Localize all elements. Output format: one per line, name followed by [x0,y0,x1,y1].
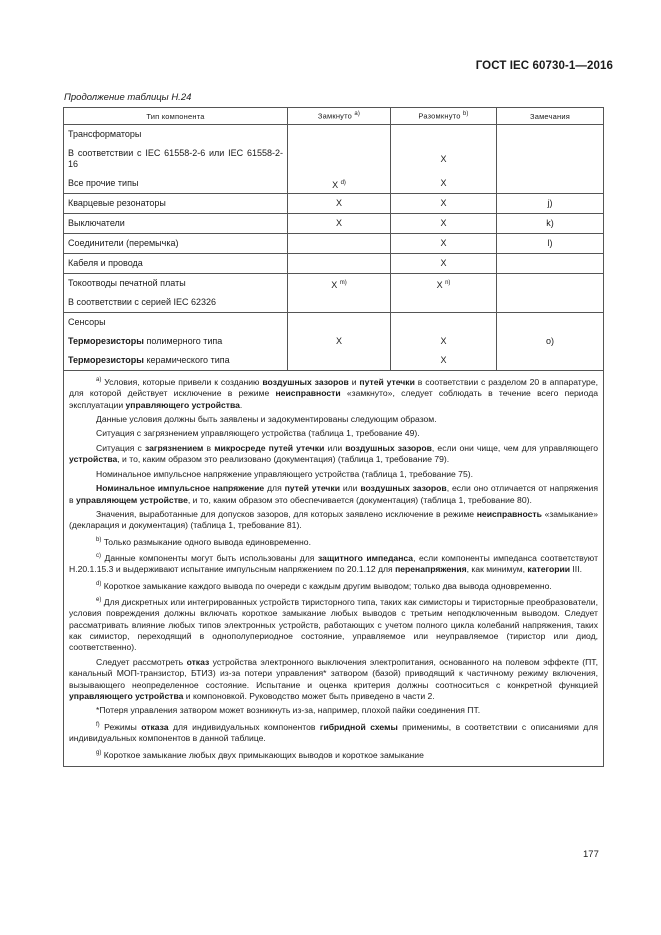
col-open-header: Разомкнуто $^{b)}$ [391,108,497,125]
transformers-title: Трансформаторы [68,129,142,139]
connectors-label: Соединители (перемычка) [68,238,179,248]
quartz-label: Кварцевые резонаторы [68,198,166,208]
table-header-row [64,108,604,125]
switches-closed: X [335,218,342,228]
table-row [64,234,604,254]
cables-label: Кабеля и провода [68,258,143,268]
pcb-iec-row: В соответствии с серией IEC 62326 [68,297,217,307]
quartz-remark: j) [547,198,553,208]
sensors-remark: o) [545,336,554,346]
pcb-closed: X $^{m)}$ [331,280,347,290]
quartz-closed: X [335,198,342,208]
pcb-open: X $^{n)}$ [436,280,451,290]
component-table [63,107,604,767]
footnotes: $^{a)}$ Условия, которые привели к созданию воздушных зазоров и путей утечки в соответствии с разделом 20 в аппаратуре, для которой действует исключение в режиме неисправности «замкнуто», следует соблюдать в течение всего периода эксплуатации управляющего устройства. Данные условия должны быть заявлены и задокументированы следующим образом. Ситуация с загрязнением управляющего устройства (таблица 1, требование 49). Ситуация с загрязнением в микросреде путей утечки или воздушных зазоров, если они чище, чем для управляющего устройства, и то, каким образом это реализовано (документация) (таблица 1, требование 79). Номинальное импульсное напряжение управляющего устройства (таблица 1, требование 75). Номинальное импульсное напряжение для путей утечки или воздушных зазоров, если оно отличается от напряжения в управляющем устройстве, и то, каким образом это обеспечивается (документация) (таблица 1, требование 80). Значения, выработанные для допусков зазоров, для которых заявлено исключение в режиме неисправность «замыкание» (декларация и документация) (таблица 1, требование 81). $^{b)}$ Только размыкание одного вывода единовременно. $^{c)}$ Данные компоненты могут быть использованы для защитного импеданса, если компоненты импеданса соответствуют Н.20.1.15.3 и выдерживают испытание импульсным напряжением по 20.1.12 для перенапряжения, как минимум, категории III. $^{d)}$ Короткое замыкание каждого вывода по очереди с каждым другим выводом; только два вывода одновременно. $^{e)}$ Для дискретных или интегрированных устройств тиристорного типа, таких как симисторы и тиристорные преобразователи, условия повреждения должны включать короткое замыкание любых выводов с третьим неподключенным выводом. Следует рассматривать влияние любых типов электронных устройств, работающих с учетом полного цикла колебаний напряжения, таких как симистор, переходящий в однополупериодное состояние, управляемое или неуправляемое (тиристор или диод, соответственно). Следует рассмотреть отказ устройства электронного выключения электропитания, основанного на полевом эффекте (ПТ, канальный МОП-транзистор, БТИЗ) из-за потери управления* затвором (базой) приводящий к частичному режиму включения, вызывающего неопределенное состояние. Испытание и оценка критерия должны соотноситься с конкретной функцией управляющего устройства и компоновкой. Руководство может быть приведено в части 2. *Потеря управления затвором может возникнуть из-за, например, плохой пайки соединения ПТ. $^{f)}$ Режимы отказа для индивидуальных компонентов гибридной схемы применимы, в соответствии с описаниями для индивидуальных компонентов в данной таблице. $^{g)}$ Короткое замыкание любых двух примыкающих выводов и короткое замыкание [64,371,604,767]
switches-open: X [440,218,447,228]
col-remarks-header: Замечания [497,108,604,125]
standard-header: ГОСТ IEC 60730-1—2016 [475,60,613,72]
pcb-label: Токоотводы печатной платы [68,278,186,288]
sensors-polymer: Терморезисторы полимерного типа [68,336,223,346]
connectors-open: X [440,238,447,248]
table-row [64,214,604,234]
transformers-other-closed: X $^{d)}$ [332,180,346,190]
sensors-title: Сенсоры [68,317,106,327]
connectors-remark: l) [547,238,553,248]
col-type-header: Тип компонента [64,108,288,125]
table-row [64,125,604,194]
cables-open: X [440,258,447,268]
table-row [64,313,604,371]
table-row [64,254,604,274]
col-closed-header: Замкнуто $^{a)}$ [288,108,391,125]
sensors-ceramic-open: X [440,355,447,365]
page-number: 177 [583,849,599,860]
transformers-other-open: X [440,178,447,188]
transformers-iec-open: X [440,154,447,164]
table-row [64,194,604,214]
table-row [64,274,604,313]
switches-remark: k) [546,218,554,228]
transformers-other-row: Все прочие типы [68,178,139,188]
sensors-polymer-open: X [440,336,447,346]
sensors-ceramic: Терморезисторы керамического типа [68,355,230,365]
sensors-polymer-closed: X [335,336,342,346]
footnotes-row [64,371,604,767]
switches-label: Выключатели [68,218,125,228]
transformers-iec-row: В соответствии с IEC 61558-2-6 или IEC 61558-2-16 [68,148,283,169]
quartz-open: X [440,198,447,208]
table-caption: Продолжение таблицы Н.24 [64,92,192,103]
